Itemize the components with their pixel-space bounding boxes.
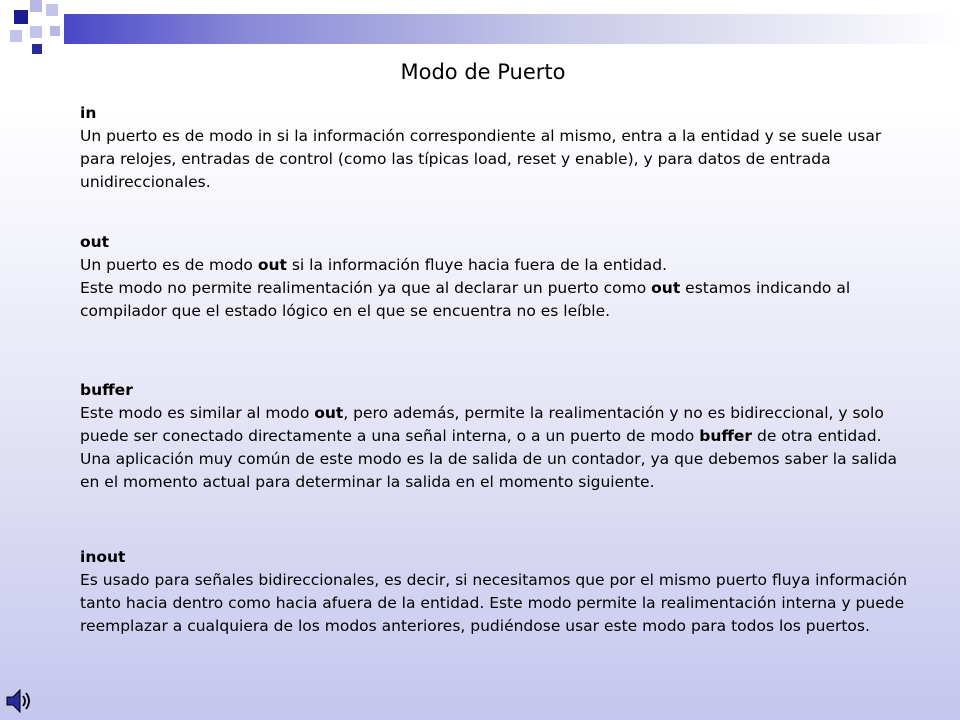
square-pattern-icon — [50, 26, 60, 36]
section-heading: out — [80, 233, 110, 251]
text-run: Es usado para señales bidireccionales, es decir, si necesitamos que por el mismo puerto fluya información tanto hacia dentro como hacia afuera de la entidad. Este modo permite la realimentación interna y puede reemplazar a cualquiera de los modos anteriores, pudiéndose usar este modo para todos los puertos. — [80, 571, 908, 635]
section-heading: buffer — [80, 381, 133, 399]
square-pattern-icon — [32, 44, 42, 54]
text-run: Un puerto es de modo in si la información correspondiente al mismo, entra a la entidad y se suele usar para relojes, entradas de control (como las típicas load, reset y enable), y para datos de entrada unidireccionales. — [80, 127, 882, 191]
section-body — [80, 254, 910, 323]
section-buffer — [80, 379, 910, 494]
text-run: Un puerto es de modo — [80, 256, 258, 274]
text-run: si la información fluye hacia fuera de la entidad. — [286, 256, 668, 274]
paragraph — [80, 254, 910, 277]
paragraph — [80, 125, 910, 194]
square-pattern-icon — [30, 26, 42, 38]
text-run: estamos indicando al compilador que el estado lógico en el que se encuentra no es leíble. — [80, 279, 851, 320]
text-run: Este modo es similar al modo — [80, 404, 315, 422]
section-out — [80, 231, 910, 323]
paragraph — [80, 569, 910, 638]
bold-keyword: out — [314, 404, 344, 422]
square-pattern-icon — [10, 30, 22, 42]
page-title: Modo de Puerto — [400, 60, 566, 84]
section-heading: in — [80, 104, 97, 122]
header-gradient-bar — [64, 14, 960, 44]
section-inout — [80, 546, 910, 638]
square-pattern-icon — [30, 0, 42, 12]
text-run: de otra entidad. Una aplicación muy común de este modo es la de salida de un contador, ya que debemos saber la salida en el momento actual para determinar la salida en el momento siguiente. — [80, 427, 898, 491]
paragraph — [80, 277, 910, 323]
header-decoration — [0, 0, 960, 60]
section-body — [80, 402, 910, 494]
bold-keyword: out — [651, 279, 681, 297]
square-pattern-icon — [46, 4, 58, 16]
text-run: , pero además, permite la realimentación y no es bidireccional, y solo puede ser conectado directamente a una señal interna, o a un puerto de modo — [80, 404, 884, 445]
bold-keyword: buffer — [699, 427, 753, 445]
paragraph — [80, 402, 910, 494]
speaker-icon[interactable] — [4, 686, 34, 716]
section-body — [80, 125, 910, 194]
text-run: Este modo no permite realimentación ya que al declarar un puerto como — [80, 279, 652, 297]
square-pattern-icon — [14, 10, 28, 24]
section-in — [80, 102, 910, 194]
section-heading: inout — [80, 548, 126, 566]
bold-keyword: out — [257, 256, 287, 274]
section-body — [80, 569, 910, 638]
